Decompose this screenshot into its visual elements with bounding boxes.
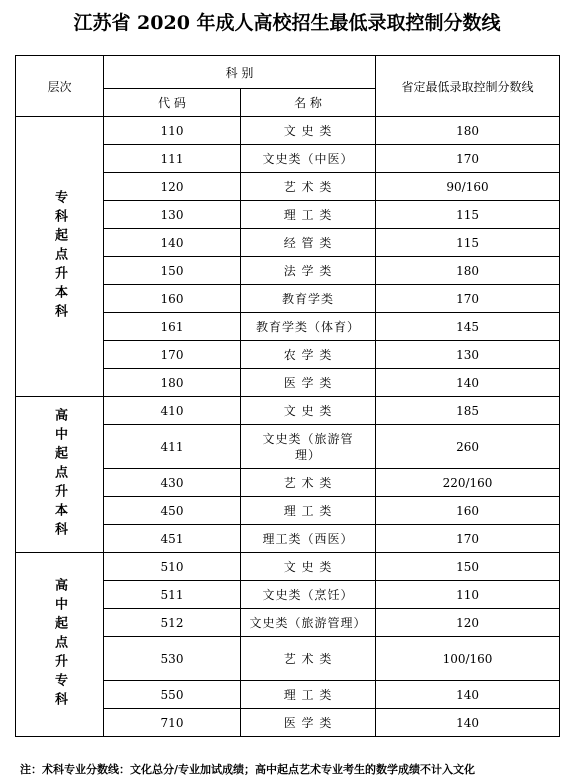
name-cell: 艺 术 类	[241, 637, 376, 681]
score-cell: 220/160	[376, 469, 560, 497]
name-cell: 理 工 类	[241, 201, 376, 229]
name-cell: 文 史 类	[241, 117, 376, 145]
name-cell: 医 学 类	[241, 369, 376, 397]
table-row	[16, 117, 560, 145]
code-cell: 140	[104, 229, 241, 257]
code-cell: 170	[104, 341, 241, 369]
code-cell: 430	[104, 469, 241, 497]
code-cell: 180	[104, 369, 241, 397]
page-title: 江苏省 2020 年成人高校招生最低录取控制分数线	[73, 12, 501, 34]
code-cell: 130	[104, 201, 241, 229]
score-table	[15, 55, 560, 737]
score-cell: 140	[376, 681, 560, 709]
score-cell: 145	[376, 313, 560, 341]
code-cell: 161	[104, 313, 241, 341]
name-cell: 文史类（中医）	[241, 145, 376, 173]
header-level: 层次	[16, 56, 104, 117]
name-cell: 艺 术 类	[241, 173, 376, 201]
level-cell	[16, 553, 104, 737]
header-subject: 科 别	[104, 56, 376, 89]
score-cell: 90/160	[376, 173, 560, 201]
score-cell: 110	[376, 581, 560, 609]
header-name: 名 称	[241, 89, 376, 117]
code-cell: 160	[104, 285, 241, 313]
score-cell: 140	[376, 709, 560, 737]
score-cell: 170	[376, 285, 560, 313]
name-cell: 教育学类	[241, 285, 376, 313]
name-cell: 理工类（西医）	[241, 525, 376, 553]
score-cell: 180	[376, 257, 560, 285]
score-cell: 115	[376, 201, 560, 229]
name-cell: 文史类（旅游管理）	[241, 425, 376, 469]
name-cell: 艺 术 类	[241, 469, 376, 497]
score-cell: 260	[376, 425, 560, 469]
table-row	[16, 553, 560, 581]
code-cell: 150	[104, 257, 241, 285]
code-cell: 530	[104, 637, 241, 681]
code-cell: 111	[104, 145, 241, 173]
level-cell	[16, 117, 104, 397]
code-cell: 450	[104, 497, 241, 525]
score-cell: 130	[376, 341, 560, 369]
score-cell: 140	[376, 369, 560, 397]
code-cell: 411	[104, 425, 241, 469]
level-label: 高中起点升专科	[52, 578, 67, 711]
level-label: 专科起点升本科	[52, 190, 67, 323]
score-cell: 180	[376, 117, 560, 145]
name-cell: 理 工 类	[241, 497, 376, 525]
level-label: 高中起点升本科	[52, 408, 67, 541]
code-cell: 510	[104, 553, 241, 581]
code-cell: 110	[104, 117, 241, 145]
score-cell: 160	[376, 497, 560, 525]
code-cell: 451	[104, 525, 241, 553]
level-cell	[16, 397, 104, 553]
score-cell: 150	[376, 553, 560, 581]
name-cell: 医 学 类	[241, 709, 376, 737]
name-cell: 文 史 类	[241, 397, 376, 425]
code-cell: 710	[104, 709, 241, 737]
name-cell: 文 史 类	[241, 553, 376, 581]
name-cell: 文史类（烹饪）	[241, 581, 376, 609]
header-code: 代 码	[104, 89, 241, 117]
code-cell: 550	[104, 681, 241, 709]
score-cell: 100/160	[376, 637, 560, 681]
score-cell: 185	[376, 397, 560, 425]
name-cell: 教育学类（体育）	[241, 313, 376, 341]
score-table-body	[16, 117, 560, 737]
code-cell: 511	[104, 581, 241, 609]
name-cell: 经 管 类	[241, 229, 376, 257]
table-row	[16, 397, 560, 425]
code-cell: 512	[104, 609, 241, 637]
name-cell: 理 工 类	[241, 681, 376, 709]
score-cell: 120	[376, 609, 560, 637]
code-cell: 410	[104, 397, 241, 425]
name-cell: 农 学 类	[241, 341, 376, 369]
name-cell: 文史类（旅游管理）	[241, 609, 376, 637]
score-cell: 115	[376, 229, 560, 257]
score-cell: 170	[376, 145, 560, 173]
score-cell: 170	[376, 525, 560, 553]
code-cell: 120	[104, 173, 241, 201]
name-cell: 法 学 类	[241, 257, 376, 285]
footnote: 注：术科专业分数线：文化总分/专业加试成绩；高中起点艺术专业考生的数学成绩不计入文化	[20, 763, 476, 776]
header-score: 省定最低录取控制分数线	[376, 56, 560, 117]
